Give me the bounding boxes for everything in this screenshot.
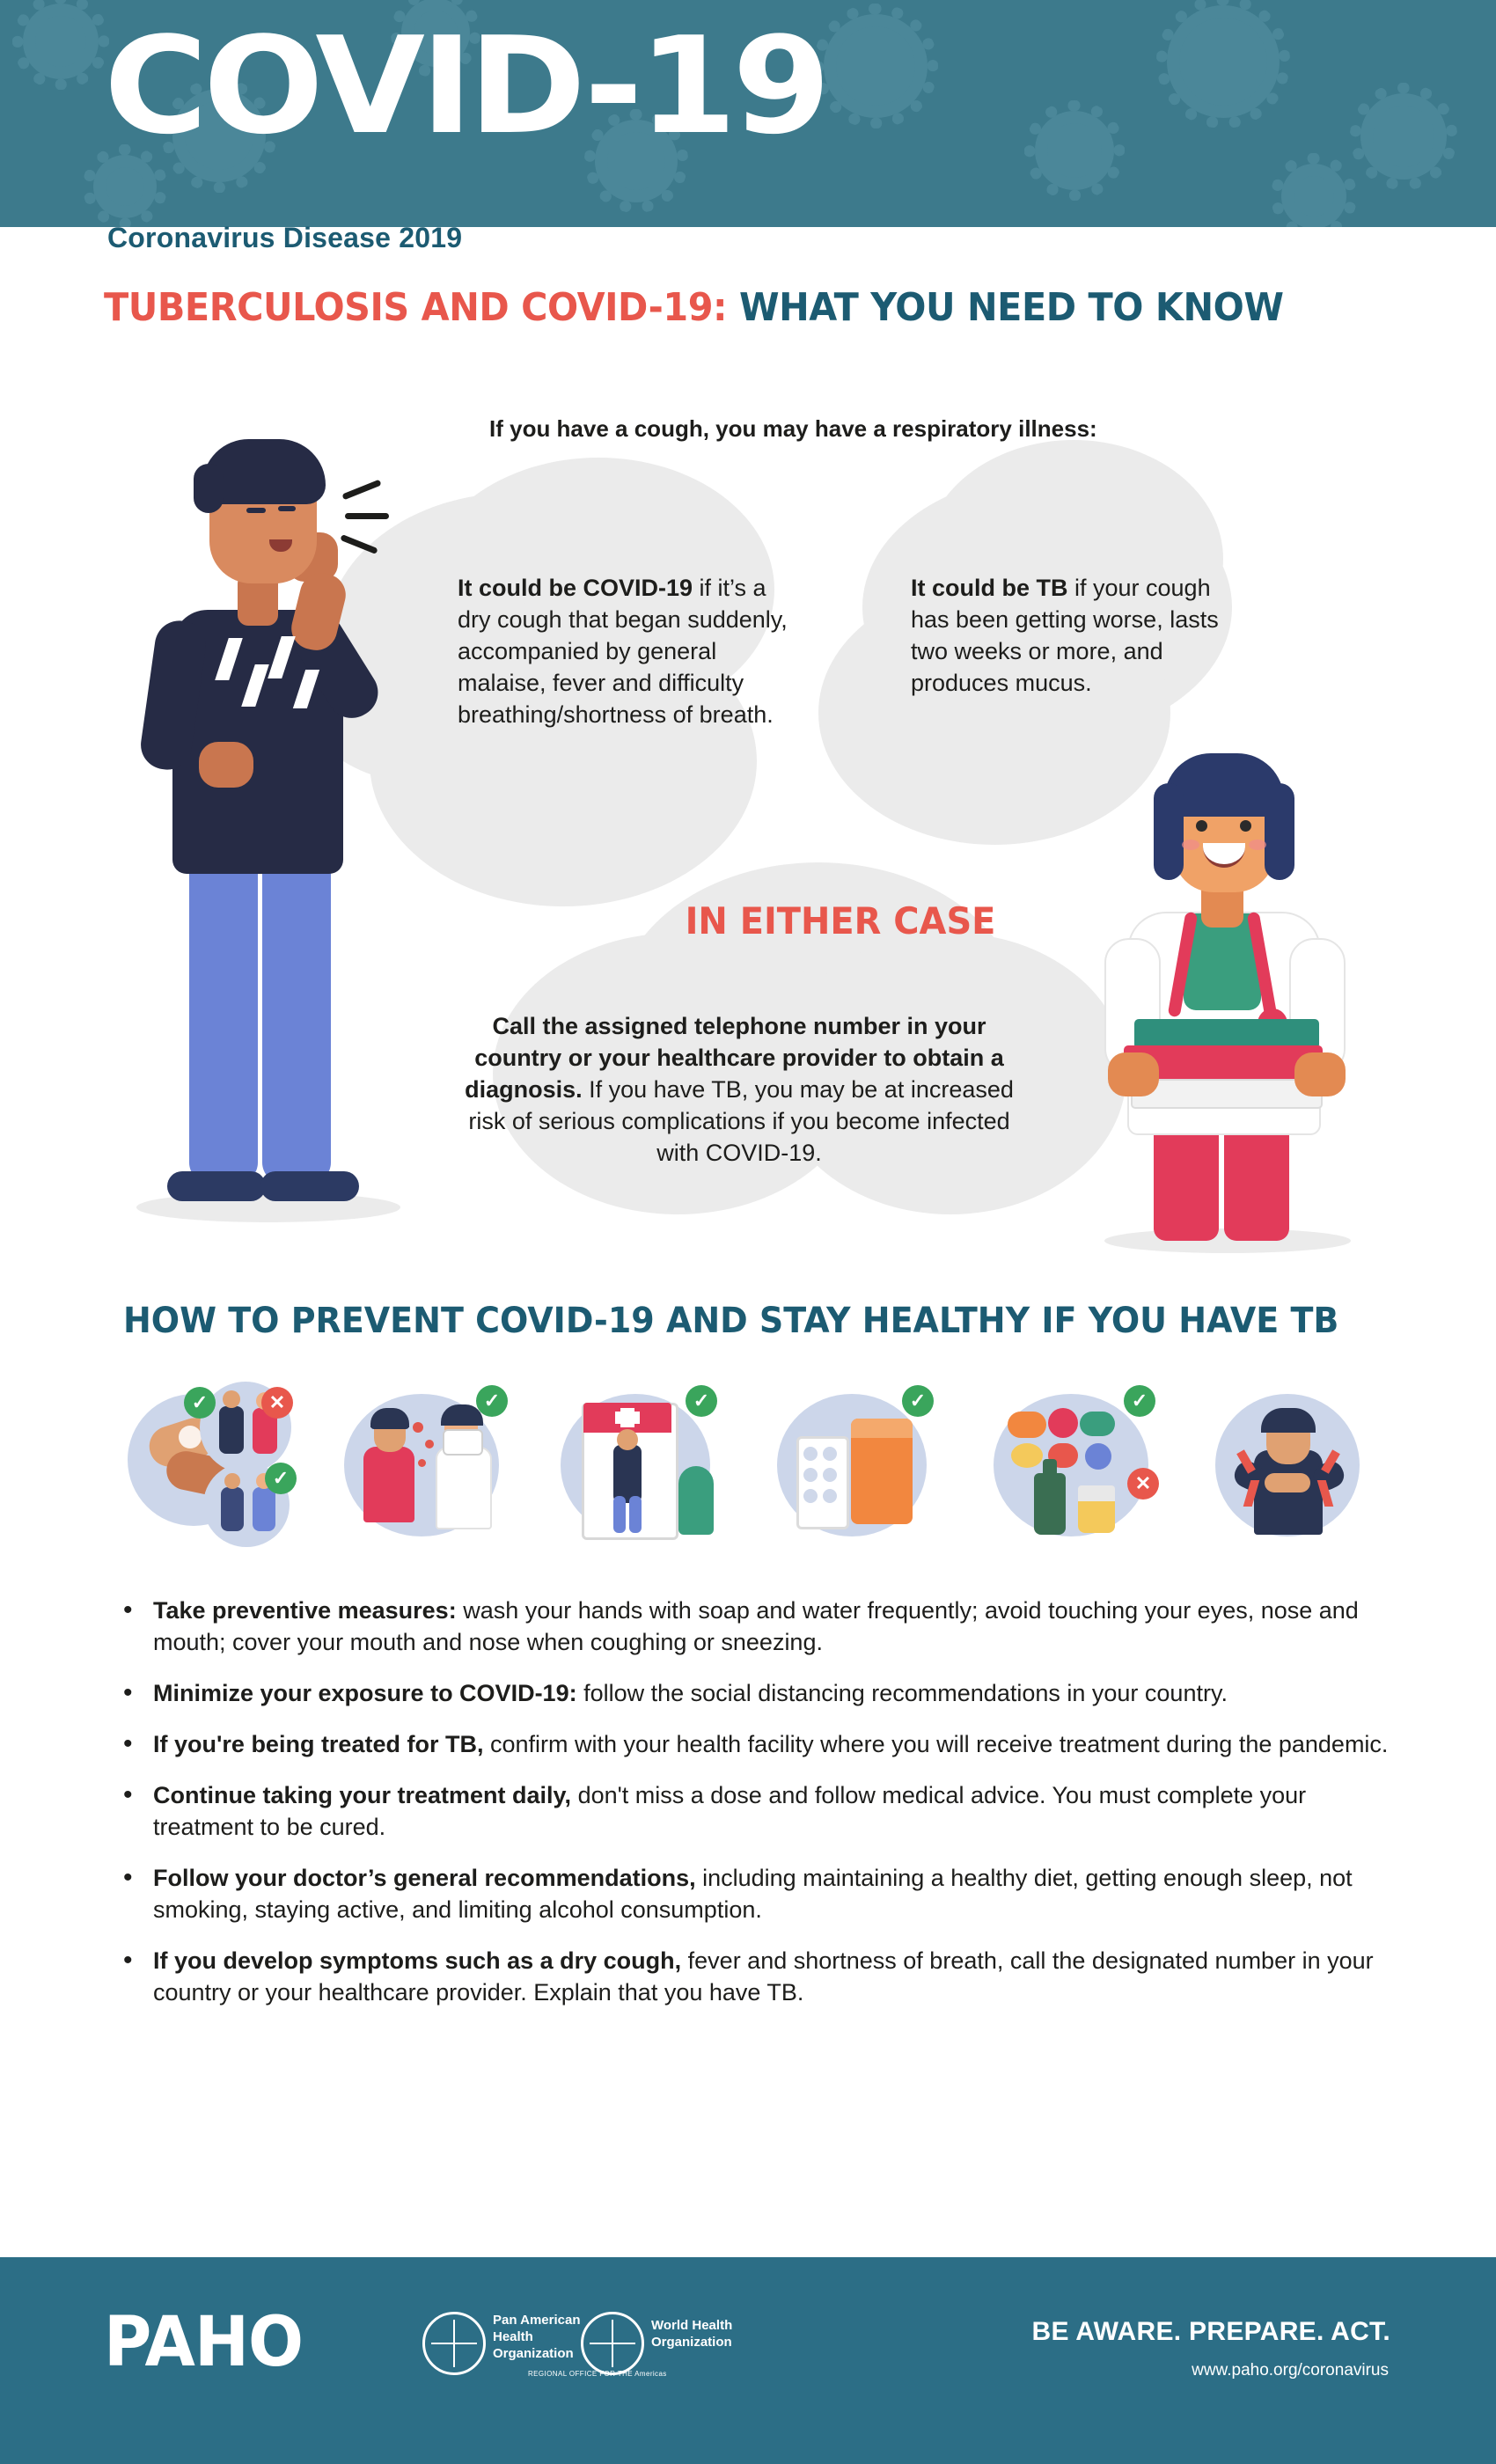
page-footer (0, 2257, 1496, 2464)
who-seal-icon (581, 2312, 644, 2375)
check-badge: ✓ (184, 1387, 216, 1419)
covid-description-bold: It could be COVID-19 (458, 575, 700, 601)
list-item-rest: don't miss a dose and follow medical advice. You must complete your treatment to be cured. (153, 1782, 1307, 1840)
either-case-heading: IN EITHER CASE (685, 899, 996, 942)
page-header (0, 0, 1496, 227)
paho-logo: PAHO (104, 2303, 304, 2382)
prevention-icon-strip (128, 1382, 1377, 1549)
page-title: COVID-19 (104, 8, 826, 164)
cross-badge: ✕ (261, 1387, 293, 1419)
prevention-heading: HOW TO PREVENT COVID-19 AND STAY HEALTHY IF YOU HAVE TB (123, 1301, 1339, 1341)
bullet-dot: • (123, 1595, 133, 1624)
check-badge: ✓ (1124, 1385, 1155, 1417)
who-org-name (651, 2317, 732, 2350)
virus-decoration-5 (836, 26, 915, 106)
footer-website[interactable]: www.paho.org/coronavirus (1192, 2361, 1389, 2380)
headline-red: TUBERCULOSIS AND COVID-19: (104, 285, 728, 330)
face-mask-distance-icon (344, 1382, 511, 1549)
check-badge: ✓ (686, 1385, 717, 1417)
handwashing-icon (128, 1382, 295, 1549)
recommendations-list (113, 1595, 1389, 2028)
tb-description-rest: if your cough has been getting worse, lasts two weeks or more, and produces mucus. (911, 575, 1219, 696)
who-org-line1: World Health (651, 2318, 733, 2333)
section-headline (104, 285, 1283, 330)
who-org-line2: Organization (651, 2335, 732, 2350)
footer-tagline: BE AWARE. PREPARE. ACT. (1031, 2317, 1390, 2346)
covid-description-rest: if it’s a dry cough that began suddenly, accompanied by general malaise, fever and difficulty breathing/shortness of breath. (458, 575, 788, 728)
check-badge: ✓ (476, 1385, 508, 1417)
list-item-bold: Follow your doctor’s general recommendations, (153, 1865, 696, 1891)
call-instructions-bold: Call the assigned telephone number in your country or your healthcare provider to obtain a diagnosis. (465, 1013, 1004, 1103)
page-subtitle: Coronavirus Disease 2019 (107, 222, 463, 253)
list-item-rest: including maintaining a healthy diet, getting enough sleep, not smoking, staying active, and limiting alcohol consumption. (153, 1865, 1353, 1923)
check-badge: ✓ (902, 1385, 934, 1417)
list-item (113, 1595, 1389, 1658)
paho-org-line1: Pan American (493, 2313, 581, 2328)
paho-org-name (493, 2312, 581, 2362)
list-item-rest: wash your hands with soap and water frequently; avoid touching your eyes, nose and mouth; cover your mouth and nose when coughing or sneezing. (153, 1597, 1359, 1655)
list-item (113, 1945, 1389, 2008)
list-item-bold: Take preventive measures: (153, 1597, 457, 1624)
bullet-dot: • (123, 1729, 133, 1758)
bullet-dot: • (123, 1946, 133, 1975)
paho-org-line3: Organization (493, 2346, 574, 2361)
bullet-dot: • (123, 1780, 133, 1809)
tb-description-bold: It could be TB (911, 575, 1074, 601)
covid-description (458, 572, 792, 730)
call-instructions-rest: If you have TB, you may be at increased risk of serious complications if you become infected with COVID-19. (468, 1076, 1014, 1166)
symptoms-chest-pain-icon (1210, 1382, 1377, 1549)
virus-decoration-8 (1373, 106, 1434, 167)
paho-seal-icon (422, 2312, 486, 2375)
check-badge-2: ✓ (265, 1463, 297, 1494)
list-item-rest: follow the social distancing recommendations in your country. (576, 1680, 1228, 1706)
health-facility-icon (561, 1382, 728, 1549)
list-item (113, 1862, 1389, 1925)
list-item-rest: confirm with your health facility where you will receive treatment during the pandemic. (483, 1731, 1389, 1757)
call-instructions (449, 1010, 1030, 1169)
lead-text: If you have a cough, you may have a respiratory illness: (489, 415, 1097, 442)
virus-decoration-1 (35, 16, 86, 67)
list-item-bold: If you're being treated for TB, (153, 1731, 484, 1757)
virus-decoration-6 (1047, 123, 1102, 178)
list-item-bold: If you develop symptoms such as a dry cough, (153, 1947, 682, 1974)
healthy-diet-no-alcohol-icon (994, 1382, 1161, 1549)
paho-org-line2: Health (493, 2329, 533, 2344)
list-item (113, 1677, 1389, 1709)
list-item (113, 1779, 1389, 1843)
list-item-bold: Minimize your exposure to COVID-19: (153, 1680, 577, 1706)
virus-decoration-10 (106, 167, 144, 206)
virus-decoration-9 (1294, 176, 1334, 216)
headline-teal: WHAT YOU NEED TO KNOW (727, 285, 1284, 330)
cross-badge: ✕ (1127, 1468, 1159, 1500)
medication-icon (777, 1382, 944, 1549)
who-org-region: REGIONAL OFFICE FOR THE Americas (528, 2370, 667, 2378)
virus-decoration-7 (1179, 18, 1267, 106)
tb-description (911, 572, 1245, 699)
list-item (113, 1728, 1389, 1760)
bullet-dot: • (123, 1678, 133, 1707)
list-item-bold: Continue taking your treatment daily, (153, 1782, 572, 1808)
list-item-rest: fever and shortness of breath, call the designated number in your country or your healthcare provider. Explain that you have TB. (153, 1947, 1374, 2006)
coughing-man-illustration (114, 400, 431, 1245)
bullet-dot: • (123, 1863, 133, 1892)
doctor-illustration (1069, 739, 1395, 1267)
